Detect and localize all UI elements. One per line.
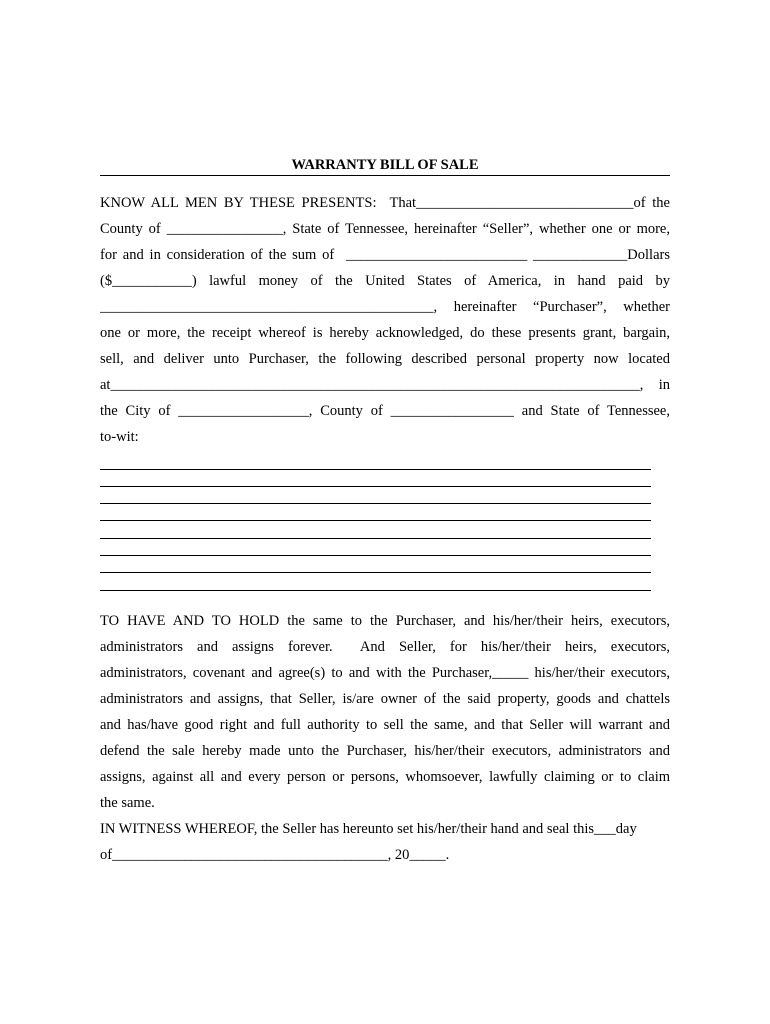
description-blank-line bbox=[100, 503, 651, 504]
preamble-line-5: ______________________________________________, hereinafter “Purchaser”, whether bbox=[100, 299, 670, 315]
description-blank-line bbox=[100, 538, 651, 539]
habendum-line-2: administrators and assigns forever. And Seller, for his/her/their heirs, executors, bbox=[100, 639, 670, 655]
preamble-line-10: to-wit: bbox=[100, 429, 139, 445]
habendum-line-3: administrators, covenant and agree(s) to and with the Purchaser,_____ his/her/their executors, bbox=[100, 665, 670, 681]
preamble-line-3: for and in consideration of the sum of _________________________ _____________Dollars bbox=[100, 247, 670, 263]
description-blank-line bbox=[100, 572, 651, 573]
preamble-line-1: KNOW ALL MEN BY THESE PRESENTS: That______________________________of the bbox=[100, 195, 670, 211]
description-blank-line bbox=[100, 486, 651, 487]
habendum-line-6: defend the sale hereby made unto the Purchaser, his/her/their executors, administrators and bbox=[100, 743, 670, 759]
habendum-line-5: and has/have good right and full authority to sell the same, and that Seller will warrant and bbox=[100, 717, 670, 733]
preamble-line-2: County of ________________, State of Tennessee, hereinafter “Seller”, whether one or more, bbox=[100, 221, 670, 237]
description-blank-line bbox=[100, 555, 651, 556]
witness-line-2: of______________________________________, 20_____. bbox=[100, 847, 450, 863]
document-title: WARRANTY BILL OF SALE bbox=[291, 157, 479, 173]
description-blank-line bbox=[100, 520, 651, 521]
preamble-line-9: the City of __________________, County of _________________ and State of Tennessee, bbox=[100, 403, 670, 419]
description-blank-line bbox=[100, 590, 651, 591]
witness-line-1: IN WITNESS WHEREOF, the Seller has hereunto set his/her/their hand and seal this___day bbox=[100, 821, 637, 837]
preamble-line-8: at_________________________________________________________________________, in bbox=[100, 377, 670, 393]
habendum-line-7: assigns, against all and every person or persons, whomsoever, lawfully claiming or to claim bbox=[100, 769, 670, 785]
preamble-line-7: sell, and deliver unto Purchaser, the following described personal property now located bbox=[100, 351, 670, 367]
preamble-line-4: ($___________) lawful money of the United States of America, in hand paid by bbox=[100, 273, 670, 289]
habendum-line-4: administrators and assigns, that Seller, is/are owner of the said property, goods and chattels bbox=[100, 691, 670, 707]
habendum-line-8: the same. bbox=[100, 795, 155, 811]
title-underline bbox=[100, 175, 670, 176]
preamble-line-6: one or more, the receipt whereof is hereby acknowledged, do these presents grant, bargain, bbox=[100, 325, 670, 341]
habendum-line-1: TO HAVE AND TO HOLD the same to the Purchaser, and his/her/their heirs, executors, bbox=[100, 613, 670, 629]
description-blank-line bbox=[100, 469, 651, 470]
